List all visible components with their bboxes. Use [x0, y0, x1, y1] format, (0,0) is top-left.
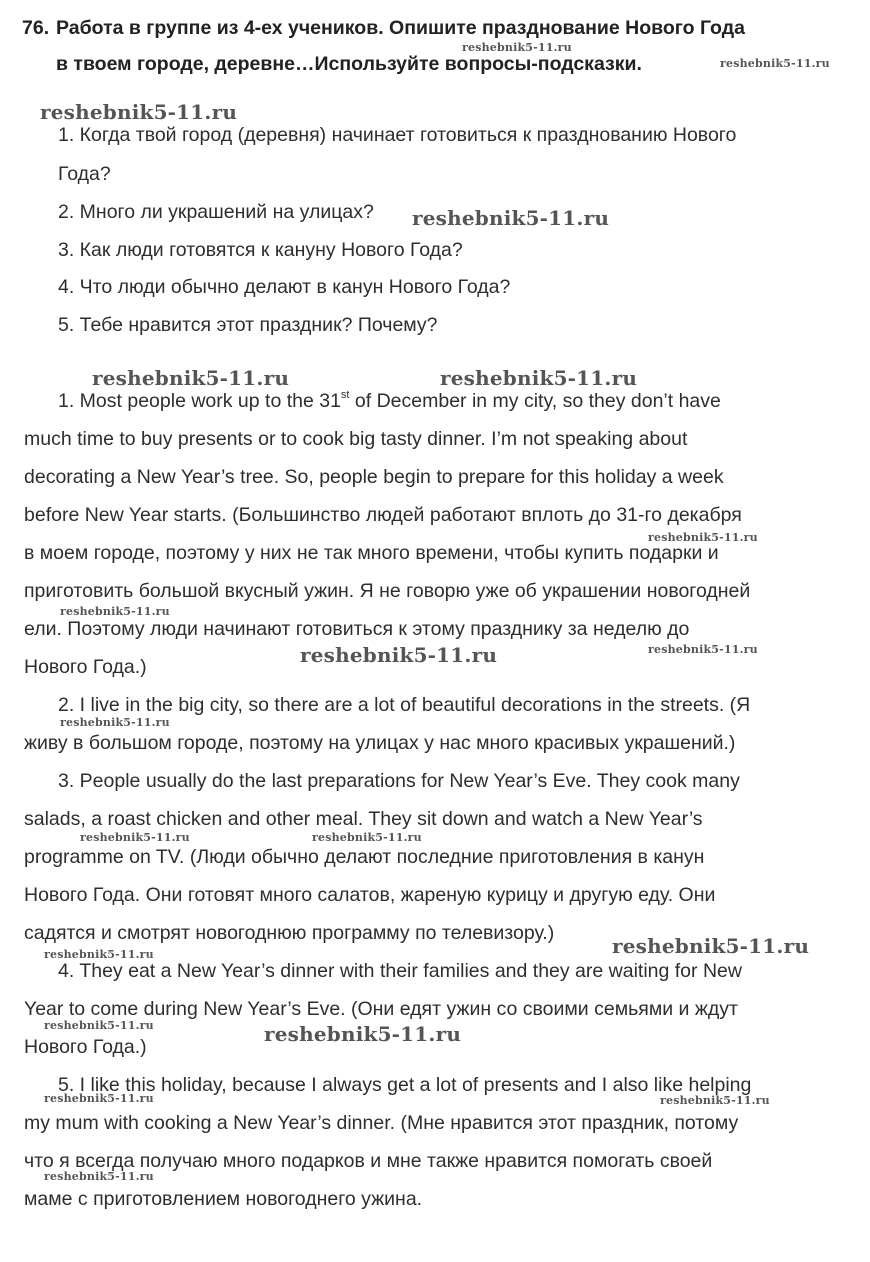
watermark: reshebnik5-11.ru: [44, 1019, 154, 1032]
answer-line: programme on TV. (Люди обычно делают последние приготовления в канун: [24, 846, 705, 868]
watermark: reshebnik5-11.ru: [412, 206, 610, 230]
watermark: reshebnik5-11.ru: [720, 57, 830, 70]
watermark: reshebnik5-11.ru: [40, 100, 238, 124]
watermark: reshebnik5-11.ru: [60, 605, 170, 618]
answer-line: much time to buy presents or to cook big tasty dinner. I’m not speaking about: [24, 428, 688, 450]
answer-line: садятся и смотрят новогоднюю программу по телевизору.): [24, 922, 555, 944]
answer-line: приготовить большой вкусный ужин. Я не говорю уже об украшении новогодней: [24, 580, 751, 602]
answer-3-line: 3. People usually do the last preparations for New Year’s Eve. They cook many: [58, 770, 740, 792]
question-1: 1. Когда твой город (деревня) начинает готовиться к празднованию Нового: [58, 124, 737, 146]
question-3: 3. Как люди готовятся к кануну Нового Года?: [58, 239, 463, 261]
question-4: 4. Что люди обычно делают в канун Нового Года?: [58, 276, 511, 298]
watermark: reshebnik5-11.ru: [660, 1094, 770, 1107]
answer-line: маме с приготовлением новогоднего ужина.: [24, 1188, 423, 1210]
answer-1-text-b: of December in my city, so they don’t have: [349, 390, 721, 412]
watermark: reshebnik5-11.ru: [44, 1092, 154, 1105]
watermark: reshebnik5-11.ru: [80, 831, 190, 844]
task-number: 76.: [22, 17, 50, 39]
answer-line: Year to come during New Year’s Eve. (Они едят ужин со своими семьями и ждут: [24, 998, 738, 1020]
answer-5-line: 5. I like this holiday, because I always get a lot of presents and I also like helping: [58, 1074, 752, 1096]
watermark: reshebnik5-11.ru: [612, 934, 810, 958]
answer-line: что я всегда получаю много подарков и мне также нравится помогать своей: [24, 1150, 713, 1172]
watermark: reshebnik5-11.ru: [648, 643, 758, 656]
watermark: reshebnik5-11.ru: [44, 948, 154, 961]
watermark: reshebnik5-11.ru: [92, 366, 290, 390]
answer-line: before New Year starts. (Большинство людей работают вплоть до 31-го декабря: [24, 504, 742, 526]
task-heading: [22, 10, 852, 82]
answer-line: decorating a New Year’s tree. So, people begin to prepare for this holiday a week: [24, 466, 724, 488]
task-heading-line1: [22, 10, 852, 46]
answer-line: Нового Года.): [24, 1036, 147, 1058]
answer-line: Нового Года. Они готовят много салатов, жареную курицу и другую еду. Они: [24, 884, 716, 906]
watermark: reshebnik5-11.ru: [312, 831, 422, 844]
watermark: reshebnik5-11.ru: [440, 366, 638, 390]
ordinal-suffix: st: [340, 388, 350, 401]
answer-1-line: [58, 390, 721, 413]
task-heading-line2: в твоем городе, деревне…Используйте вопросы-подсказки.: [56, 53, 642, 75]
answer-1-text-a: 1. Most people work up to the 31: [58, 390, 341, 412]
watermark: reshebnik5-11.ru: [44, 1170, 154, 1183]
watermark: reshebnik5-11.ru: [300, 643, 498, 667]
watermark: reshebnik5-11.ru: [264, 1022, 462, 1046]
answer-line: в моем городе, поэтому у них не так много времени, чтобы купить подарки и: [24, 542, 719, 564]
answer-line: Нового Года.): [24, 656, 147, 678]
task-title: Работа в группе из 4-ех учеников. Опишите празднование Нового Года: [56, 17, 745, 39]
question-1-cont: Года?: [58, 163, 111, 185]
answer-line: salads, a roast chicken and other meal. They sit down and watch a New Year’s: [24, 808, 703, 830]
answer-line: живу в большом городе, поэтому на улицах у нас много красивых украшений.): [24, 732, 736, 754]
answer-2-line: 2. I live in the big city, so there are a lot of beautiful decorations in the streets. (Я: [58, 694, 751, 716]
question-5: 5. Тебе нравится этот праздник? Почему?: [58, 314, 438, 336]
answer-line: ели. Поэтому люди начинают готовиться к этому празднику за неделю до: [24, 618, 690, 640]
question-2: 2. Много ли украшений на улицах?: [58, 201, 374, 223]
answer-line: my mum with cooking a New Year’s dinner. (Мне нравится этот праздник, потому: [24, 1112, 739, 1134]
answer-4-line: 4. They eat a New Year’s dinner with their families and they are waiting for New: [58, 960, 742, 982]
watermark: reshebnik5-11.ru: [462, 41, 572, 54]
watermark: reshebnik5-11.ru: [60, 716, 170, 729]
watermark: reshebnik5-11.ru: [648, 531, 758, 544]
